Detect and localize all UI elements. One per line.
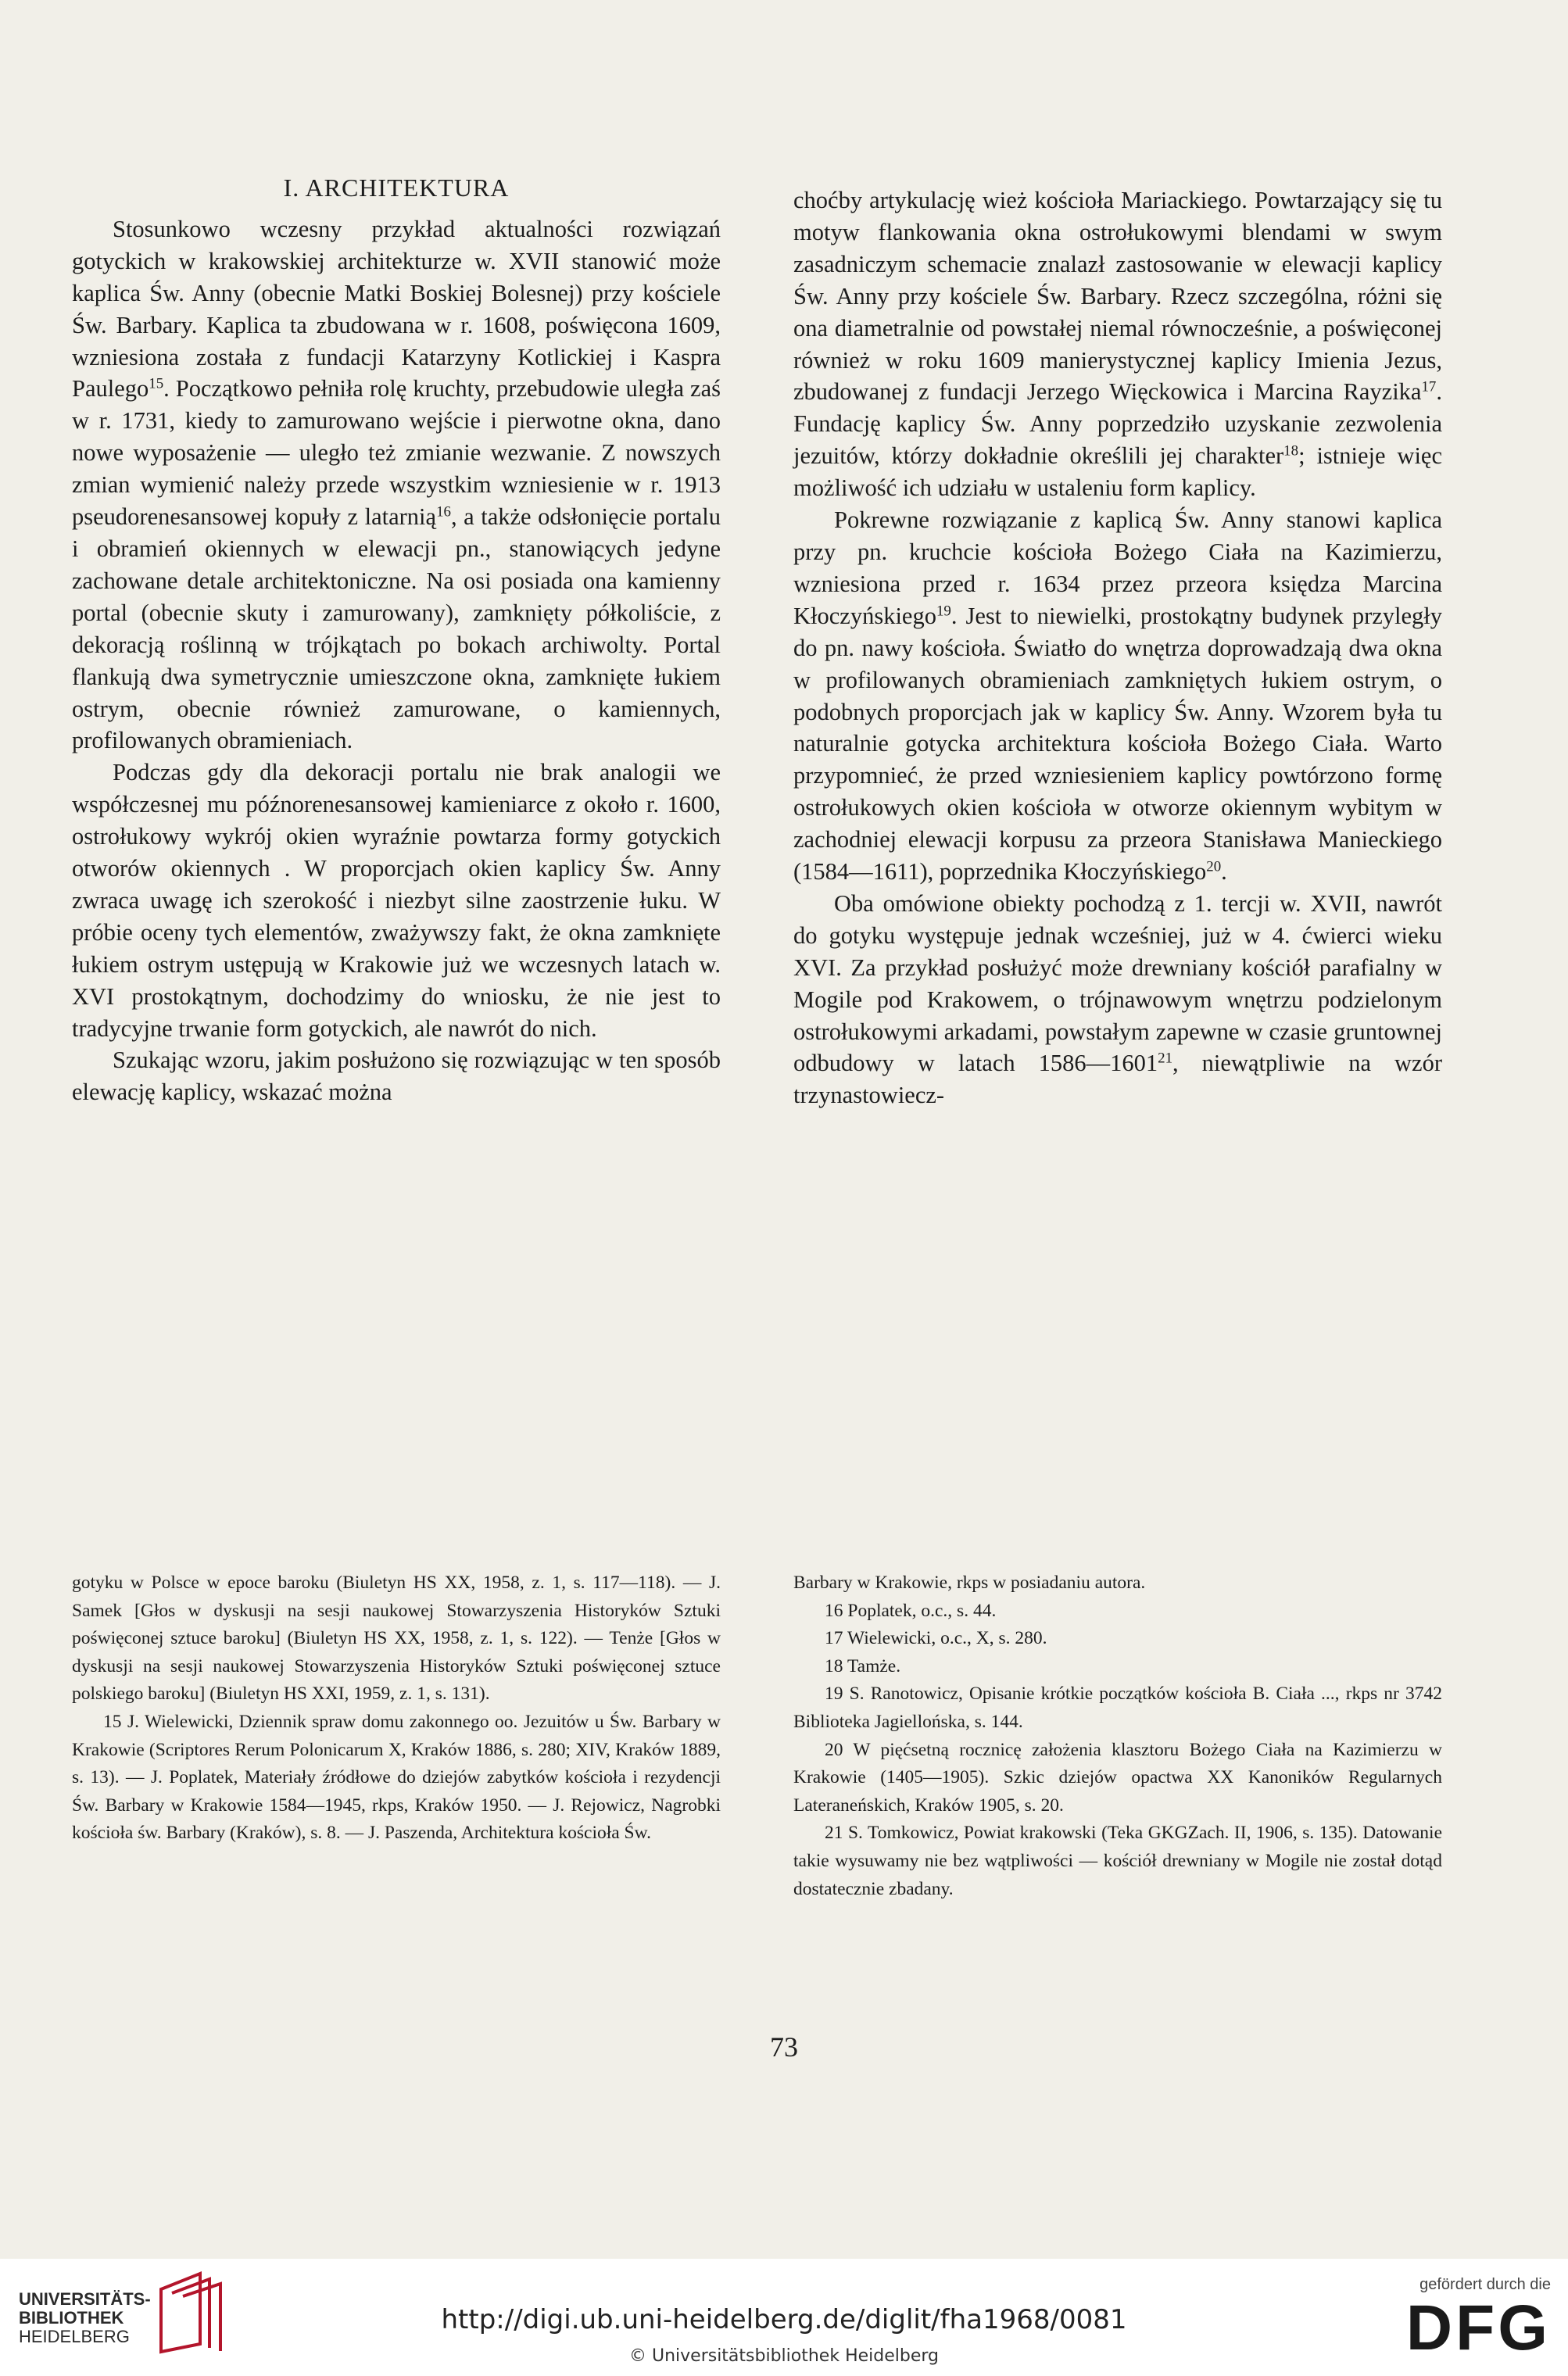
left-column bbox=[72, 172, 721, 1108]
paragraph: Oba omówione obiekty pochodzą z 1. tercji w. XVII, nawrót do gotyku występuje jednak wcześniej, już w 4. ćwierci wieku XVI. Za przykład posłużyć może drewniany kościół parafialny w Mogile pod Krakowem, o trójnawowym wnętrzu podzielonym ostrołukowymi arkadami, powstałym zapewne w czasie gruntownej odbudowy w latach 1586—1601$^{21}$, niewątpliwie na wzór trzynastowiecz- bbox=[793, 889, 1442, 1109]
paragraph: Podczas gdy dla dekoracji portalu nie brak analogii we współczesnej mu późnorenesansowej kamieniarce z około r. 1600, ostrołukowy wykrój okien wyraźnie powtarza formy gotyckich otworów okiennych . W proporcjach okien kaplicy Św. Anny zwraca uwagę ich szerokość i niezbyt silne zaostrzenie łuku. W próbie oceny tych elementów, zważywszy fakt, że okna zamknięte łukiem ostrym ustępują w Krakowie już we wczesnych latach w. XVI prostokątnym, dochodzimy do wniosku, że nie jest to tradycyjne trwanie form gotyckich, ale nawrót do nich. bbox=[72, 759, 721, 1042]
source-url-link[interactable]: http://digi.ub.uni-heidelberg.de/diglit/fha1968/0081 bbox=[441, 2304, 1127, 2335]
funding-label: gefördert durch die bbox=[1419, 2276, 1551, 2293]
footnote-21: 21 S. Tomkowicz, Powiat krakowski (Teka GKGZach. II, 1906, s. 135). Datowanie takie wysuwamy nie bez wątpliwości — kościół drewniany w Mogile nie został dotąd dostatecznie zbadany. bbox=[793, 1823, 1442, 1899]
section-heading: I. ARCHITEKTURA bbox=[283, 174, 510, 202]
footnote-ref[interactable]: 21 bbox=[1158, 1050, 1173, 1068]
paragraph: Szukając wzoru, jakim posłużono się rozwiązując w ten sposób elewację kaplicy, wskazać można bbox=[72, 1047, 721, 1106]
library-logo-text[interactable]: UNIVERSITÄTS- BIBLIOTHEK HEIDELBERG bbox=[19, 2289, 151, 2346]
footnote-17: 17 Wielewicki, o.c., X, s. 280. bbox=[825, 1628, 1047, 1649]
footnote-ref[interactable]: 19 bbox=[936, 603, 951, 620]
paragraph: Pokrewne rozwiązanie z kaplicą Św. Anny stanowi kaplica przy pn. kruchcie kościoła Bożego Ciała na Kazimierzu, wzniesiona przed r. 1634 przez przeora księdza Marcina Kłoczyńskiego$^{19}$. Jest to niewielki, prostokątny budynek przyległy do pn. nawy kościoła. Światło do wnętrza doprowadzają dwa okna w profilowanych obramieniach zamkniętych łukiem ostrym, o podobnych proporcjach jak w kaplicy Św. Anny. Wzorem była tu naturalnie gotycka architektura kościoła Bożego Ciała. Warto przypomnieć, że przed wzniesieniem kaplicy powtórzono formę ostrołukowych okien kościoła w otworze okiennym wybitym w zachodniej elewacji korpusu za przeora Stanisława Manieckiego (1584—1611), poprzednika Kłoczyńskiego$^{20}$. bbox=[793, 506, 1442, 886]
paragraph: Stosunkowo wczesny przykład aktualności rozwiązań gotyckich w krakowskiej architekturze w. XVII stanowić może kaplica Św. Anny (obecnie Matki Boskiej Bolesnej) przy kościele Św. Barbary. Kaplica ta zbudowana w r. 1608, poświęcona 1609, wzniesiona została z fundacji Katarzyny Kotlickiej i Kaspra Paulego$^{15}$. Początkowo pełniła rolę kruchty, przebudowie uległa zaś w r. 1731, kiedy to zamurowano wejście i pierwotne okna, dano nowe wyposażenie — uległo też zmianie wezwanie. Z nowszych zmian wymienić należy przede wszystkim wzniesienie w r. 1913 pseudorenesansowej kopuły z latarnią$^{16}$, a także odsłonięcie portalu i obramień okiennych w elewacji pn., stanowiących jedyne zachowane detale architektoniczne. Na osi posiada ona kamienny portal (obecnie skuty i zamurowany), zamknięty półkoliście, z dekoracją roślinną w trójkątach po bokach archiwolty. Portal flankują dwa symetrycznie umieszczone okna, zamknięte łukiem ostrym, obecnie również zamurowane, o kamiennych, profilowanych obramieniach. bbox=[72, 215, 721, 754]
footnote-20: 20 W pięćsetną rocznicę założenia klasztoru Bożego Ciała na Kazimierzu w Krakowie (1405—1905). Szkic dziejów opactwa XX Kanoników Regularnych Lateraneńskich, Kraków 1905, s. 20. bbox=[793, 1739, 1442, 1816]
paragraph: choćby artykulację wież kościoła Mariackiego. Powtarzający się tu motyw flankowania okna ostrołukowymi blendami w swym zasadniczym schemacie znalazł zastosowanie w elewacji kaplicy Św. Anny przy kościele Św. Barbary. Rzecz szczególna, różni się ona diametralnie od powstałej niemal równocześnie, a poświęconej również w roku 1609 manierystycznej kaplicy Imienia Jezus, zbudowanej z fundacji Jerzego Więckowica i Marcina Rayzika$^{17}$. Fundację kaplicy Św. Anny poprzedziło uzyskanie zezwolenia jezuitów, którzy dokładnie określili jej charakter$^{18}$; istnieje więc możliwość ich udziału w ustaleniu form kaplicy. bbox=[793, 187, 1442, 502]
footnotes-left bbox=[72, 1569, 721, 1848]
footnote-ref[interactable]: 16 bbox=[436, 503, 451, 521]
footnote-ref[interactable]: 18 bbox=[1283, 442, 1299, 460]
page-number: 73 bbox=[770, 2031, 798, 2063]
footnote-continuation: gotyku w Polsce w epoce baroku (Biuletyn HS XX, 1958, z. 1, s. 117—118). — J. Samek [Głos w dyskusji na sesji naukowej Stowarzyszenia Historyków Sztuki poświęconej sztuce baroku] (Biuletyn HS XX, 1958, z. 1, s. 122). — Tenże [Głos w dyskusji na sesji naukowej Stowarzyszenia Historyków Sztuki poświęconej sztuce polskiego baroku] (Biuletyn HS XXI, 1959, z. 1, s. 131). bbox=[72, 1573, 721, 1705]
footnote-15: 15 J. Wielewicki, Dziennik spraw domu zakonnego oo. Jezuitów u Św. Barbary w Krakowie (Scriptores Rerum Polonicarum X, Kraków 1886, s. 280; XIV, Kraków 1889, s. 13). — J. Poplatek, Materiały źródłowe do dziejów zabytków kościoła i rezydencji Św. Barbary w Krakowie 1584—1945, rkps, Kraków 1950. — J. Rejowicz, Nagrobki kościoła św. Barbary (Kraków), s. 8. — J. Paszenda, Architektura kościoła Św. bbox=[72, 1711, 721, 1844]
footnote-18: 18 Tamże. bbox=[825, 1655, 901, 1676]
dfg-logo[interactable]: DFG bbox=[1405, 2292, 1551, 2363]
copyright-text: © Universitätsbibliothek Heidelberg bbox=[628, 2346, 939, 2366]
footnote-16: 16 Poplatek, o.c., s. 44. bbox=[825, 1600, 997, 1621]
right-column bbox=[793, 184, 1442, 1111]
footnote-continuation: Barbary w Krakowie, rkps w posiadaniu autora. bbox=[793, 1573, 1146, 1593]
footer-bar bbox=[0, 2259, 1568, 2376]
footnote-ref[interactable]: 17 bbox=[1421, 379, 1437, 396]
footnote-ref[interactable]: 15 bbox=[149, 376, 164, 393]
footnote-ref[interactable]: 20 bbox=[1206, 858, 1222, 875]
footnote-19: 19 S. Ranotowicz, Opisanie krótkie początków kościoła B. Ciała ..., rkps nr 3742 Biblioteka Jagiellońska, s. 144. bbox=[793, 1684, 1442, 1732]
footnotes-right bbox=[793, 1569, 1442, 1903]
